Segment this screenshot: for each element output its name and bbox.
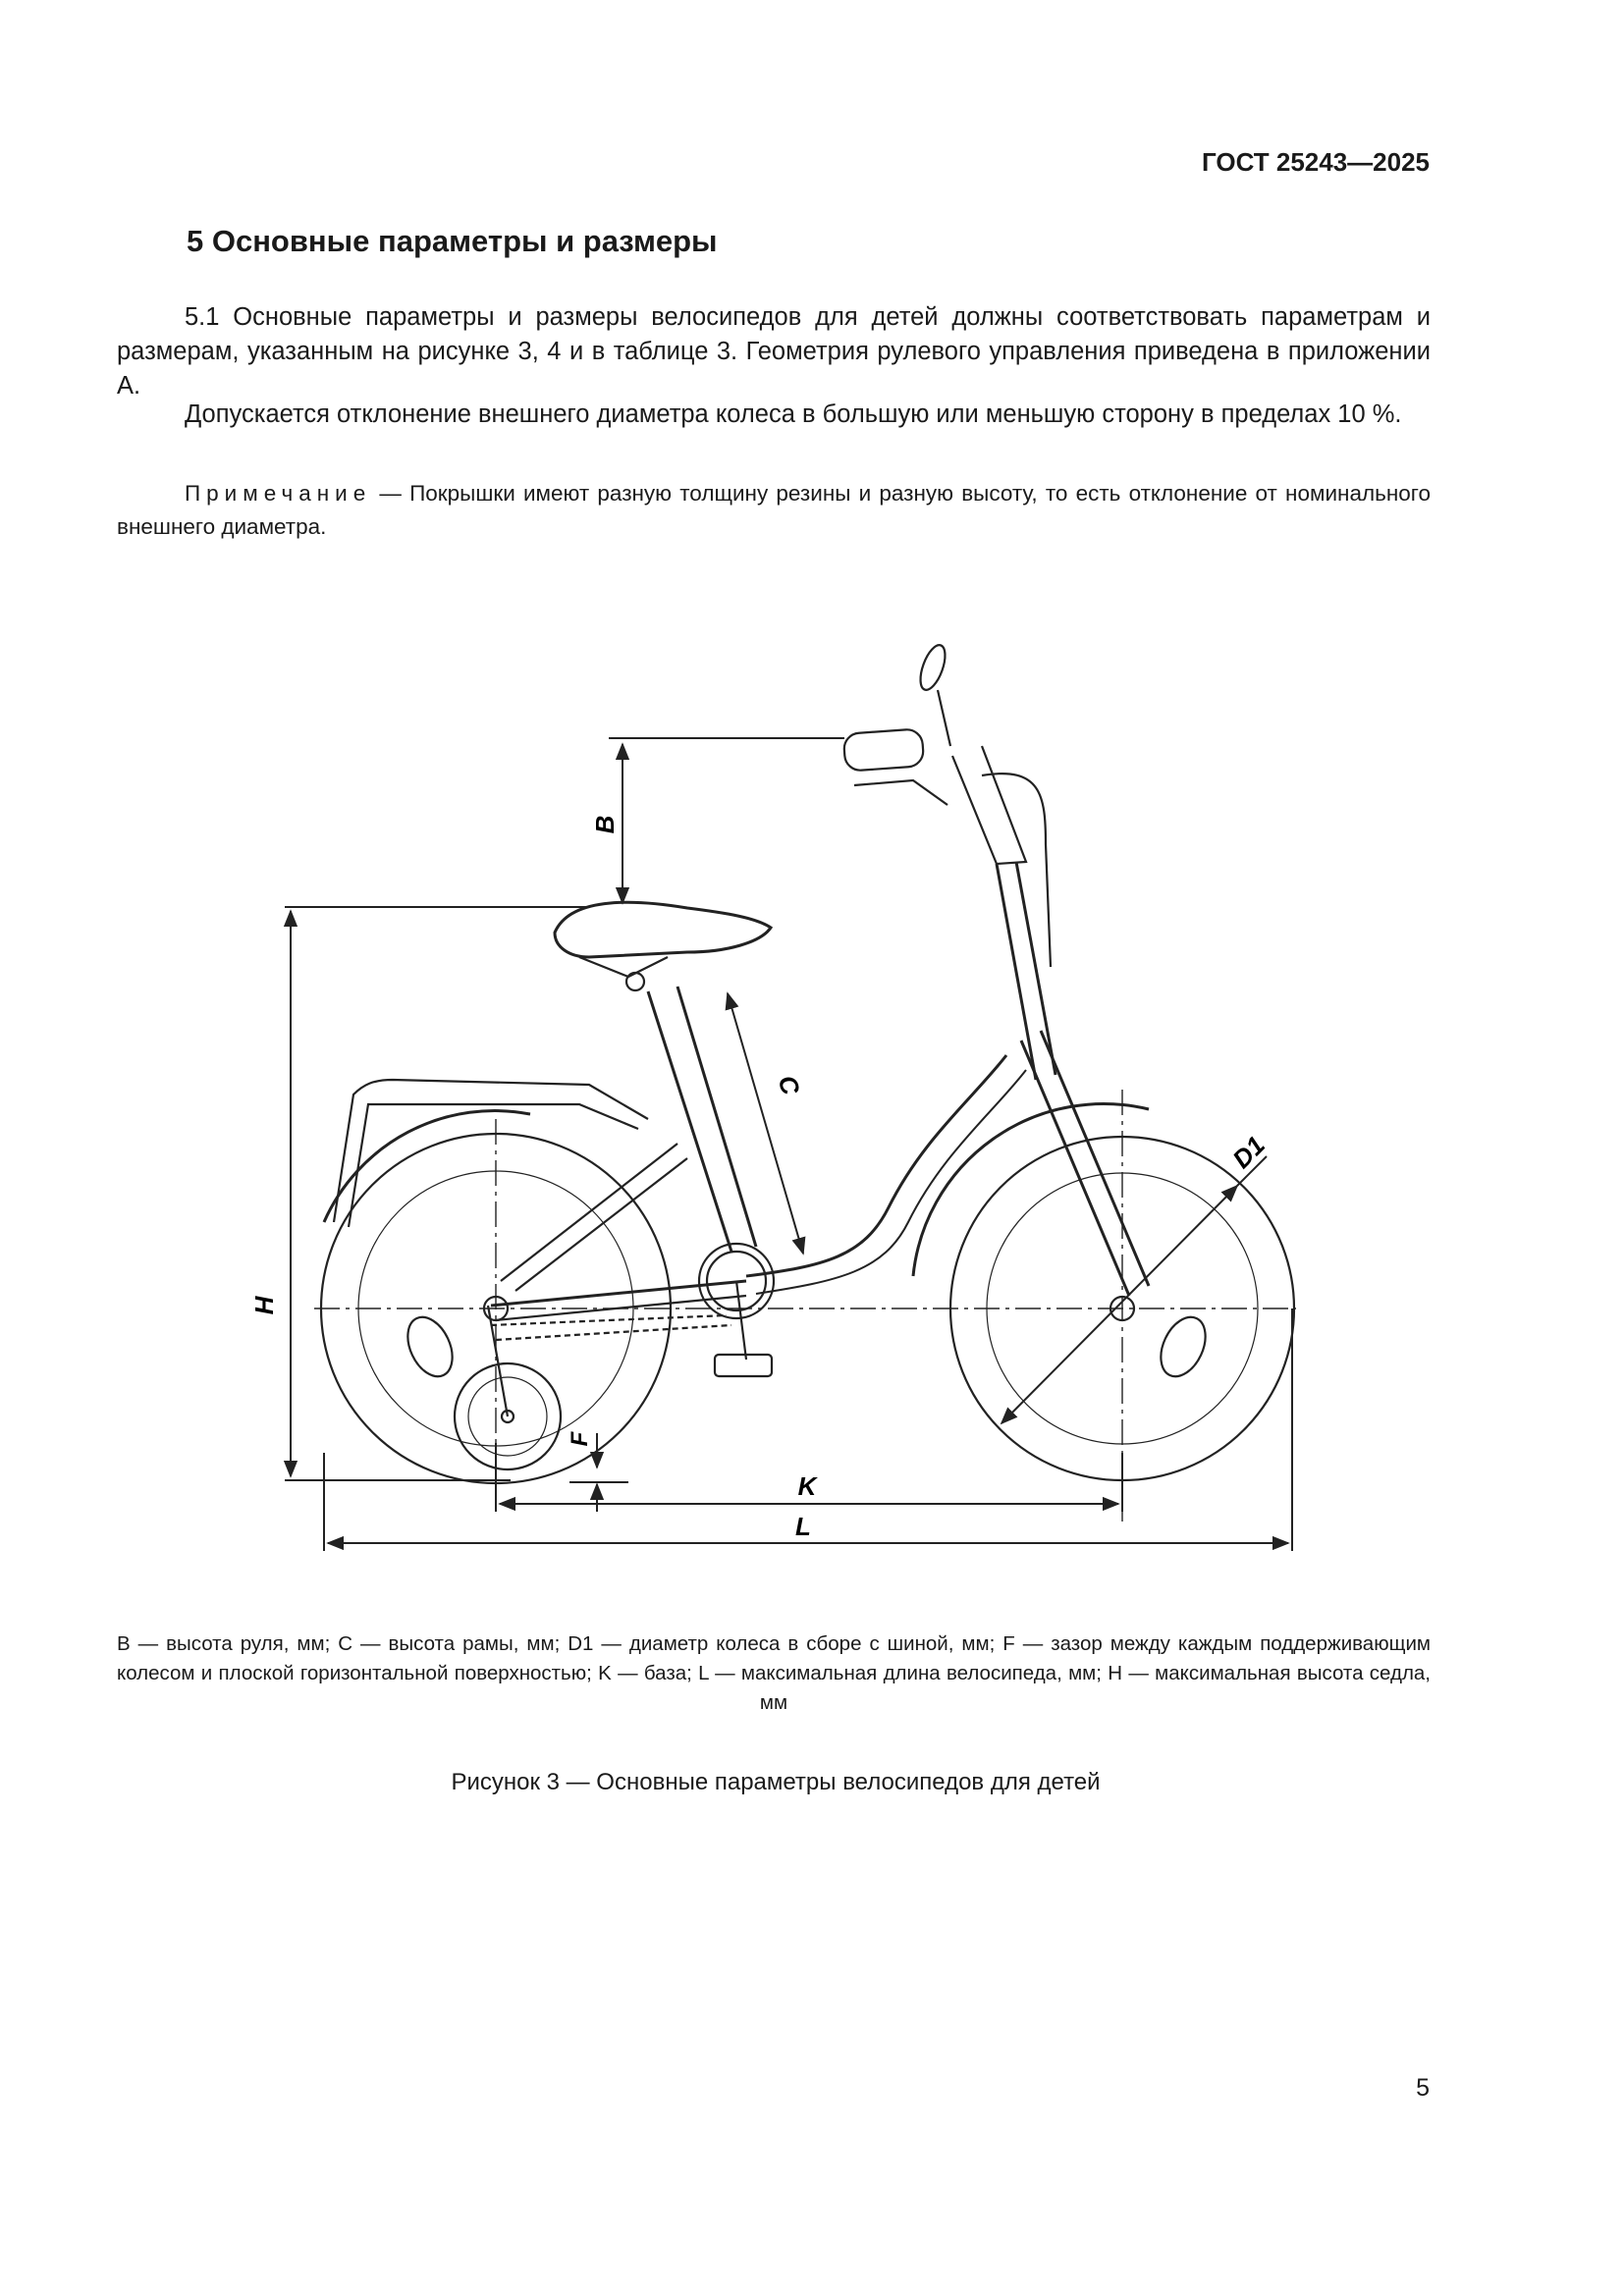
bicycle-drawing [0,609,1624,1590]
figure-caption: Рисунок 3 — Основные параметры велосипедов для детей [451,1769,1101,1795]
label-C: C [772,1072,806,1098]
note-label: Примечание [185,481,372,506]
figure-legend: B — высота руля, мм; C — высота рамы, мм; D1 — диаметр колеса в сборе с шиной, мм; F — зазор между каждым поддерживающим колесом и плоской горизонтальной поверхностью; K — база; L — максимальная длина велосипеда, мм; H — максимальная высота седла, мм [117,1632,1431,1714]
paragraph-5-1 [117,300,1431,403]
page-number: 5 [1416,2074,1430,2102]
label-K: K [797,1471,817,1501]
note-text: — Покрышки имеют разную толщину резины и разную высоту, то есть отклонение от номинального внешнего диаметра. [117,481,1431,539]
label-B: B [590,815,620,834]
paragraph-text: 5.1 Основные параметры и размеры велосипедов для детей должны соответствовать параметрам и размерам, указанным на рисунке 3, 4 и в таблице 3. Геометрия рулевого управления приведена в приложении А. [117,303,1431,400]
note [117,477,1431,544]
label-F: F [567,1431,593,1447]
bicycle-outline [321,642,1294,1483]
bicycle-figure [0,609,1624,1590]
paragraph-text: Допускается отклонение внешнего диаметра колеса в большую или меньшую сторону в пределах 10 %. [185,400,1402,428]
label-H: H [249,1296,279,1315]
section-title: 5 Основные параметры и размеры [187,224,718,258]
document-code: ГОСТ 25243—2025 [1202,147,1430,177]
center-lines [314,1090,1296,1522]
paragraph-tolerance [117,398,1431,432]
label-L: L [795,1512,811,1541]
label-D1: D1 [1226,1130,1271,1174]
